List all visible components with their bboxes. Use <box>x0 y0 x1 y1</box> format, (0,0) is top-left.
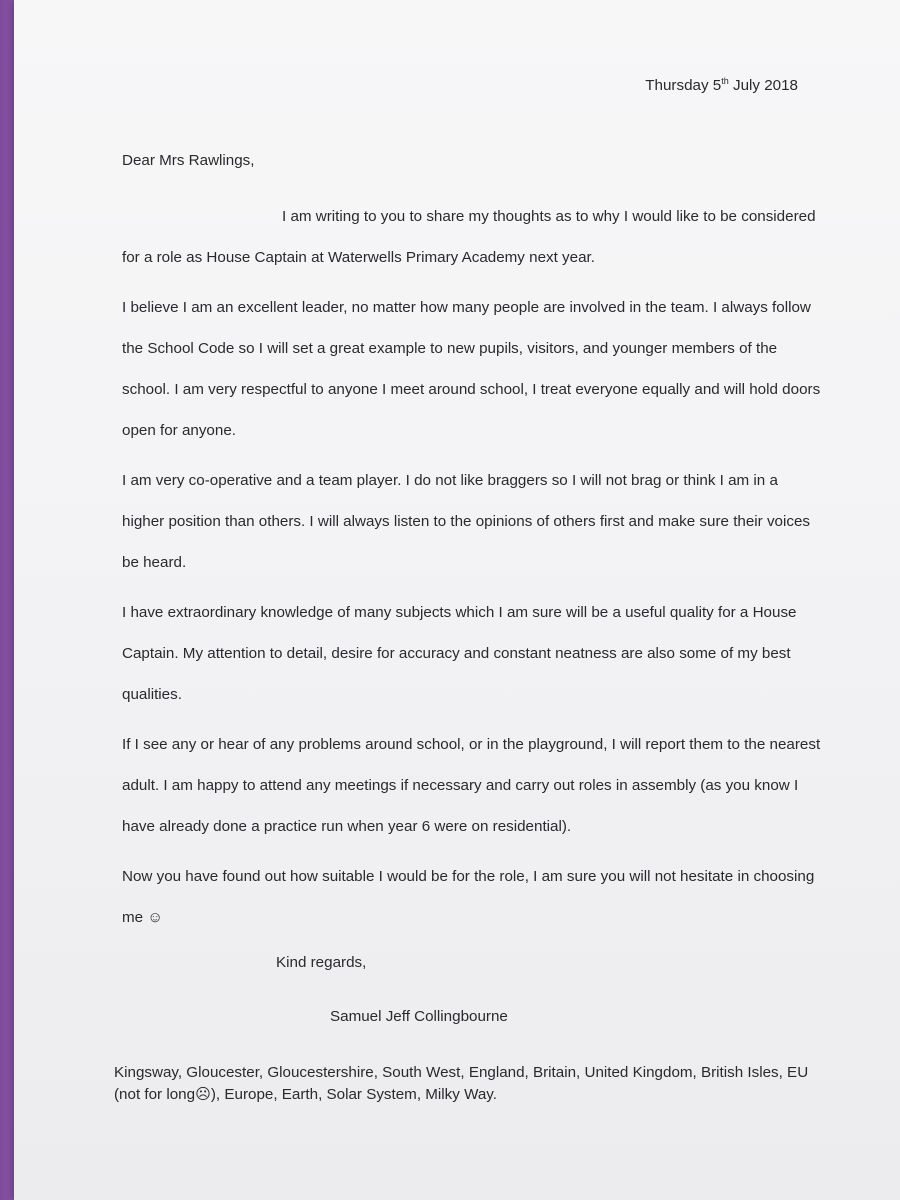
letter-date <box>645 77 798 94</box>
date-day: Thursday 5 <box>645 77 722 94</box>
paragraph-3: I am very co-operative and a team player. I do not like braggers so I will not brag or think I am in a higher position than others. I will always listen to the opinions of others first and make sure their voices be heard. <box>122 472 811 571</box>
paragraph-2: I believe I am an excellent leader, no matter how many people are involved in the team. I always follow the School Code so I will set a great example to new pupils, visitors, and younger members of the school. I am very respectful to anyone I meet around school, I treat everyone equally and will hold doors open for anyone. <box>122 299 821 439</box>
letter-body <box>122 196 822 947</box>
paragraph-1: I am writing to you to share my thoughts as to why I would like to be considered for a role as House Captain at Waterwells Primary Academy next year. <box>122 208 816 266</box>
letter-signature: Samuel Jeff Collingbourne <box>330 1008 508 1025</box>
paragraph-4: I have extraordinary knowledge of many subjects which I am sure will be a useful quality for a House Captain. My attention to detail, desire for accuracy and constant neatness are also some of my best qualities. <box>122 604 797 703</box>
letter-closing: Kind regards, <box>276 954 367 971</box>
date-month-year: July 2018 <box>728 77 798 94</box>
paragraph-6: Now you have found out how suitable I would be for the role, I am sure you will not hesitate in choosing me ☺ <box>122 868 815 926</box>
date-ordinal-suffix: th <box>721 76 729 86</box>
letter-page <box>14 0 900 1200</box>
paragraph-5: If I see any or hear of any problems around school, or in the playground, I will report them to the nearest adult. I am happy to attend any meetings if necessary and carry out roles in assembly (as you know I have already done a practice run when year 6 were on residential). <box>122 736 821 835</box>
letter-address: Kingsway, Gloucester, Gloucestershire, South West, England, Britain, United Kingdom, British Isles, EU (not for long☹), Europe, Earth, Solar System, Milky Way. <box>114 1064 809 1103</box>
letter-greeting: Dear Mrs Rawlings, <box>122 152 255 169</box>
